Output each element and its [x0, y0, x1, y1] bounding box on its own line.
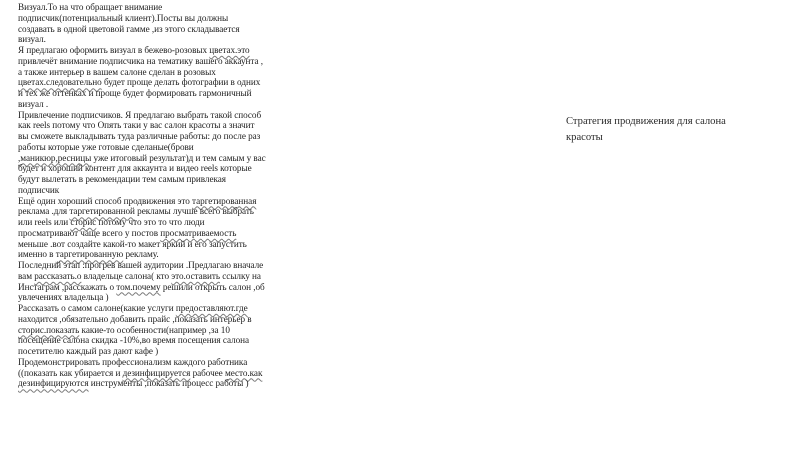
text-line [18, 56, 318, 67]
spellcheck-word: цветах.это [209, 45, 250, 55]
text-line [18, 77, 318, 88]
text-line [18, 368, 318, 379]
text-segment: визуал . [18, 98, 49, 109]
text-segment: Последний этап :прогрев вашей аудитории .Предлагаю вначале [18, 260, 264, 270]
text-segment: инструменты ,показать процесс работы ) [88, 378, 249, 389]
text-segment: Визуал.То на что обращает внимание [18, 2, 163, 12]
text-segment: будет и хороший контент для аккаунта и видео reels которые [18, 163, 252, 174]
spellcheck-word: том.почему [116, 281, 161, 292]
text-line [18, 357, 318, 368]
text-segment: вы сможете выкладывать туда различные работы: до после раз [18, 131, 261, 141]
text-line [18, 185, 318, 196]
text-segment: и тех же оттенках и проще будет формировать гармоничный [18, 88, 252, 98]
text-segment: меньше .вот создайте какой-то макет яркий и его запустить [18, 238, 247, 249]
text-segment: подписчик [18, 184, 60, 195]
text-line [18, 303, 318, 314]
text-line [18, 67, 318, 78]
text-line [18, 260, 318, 271]
text-line [18, 314, 318, 325]
text-line [18, 163, 318, 174]
spellcheck-word: это.оставить [171, 270, 220, 281]
text-segment: будет проще делать фотографии в одних [101, 77, 261, 88]
text-segment: именно в [18, 249, 56, 260]
text-line [18, 110, 318, 121]
side-title-line-2: красоты [566, 132, 603, 143]
text-segment: решили открыть салон ,об [160, 281, 265, 292]
text-line [18, 292, 318, 303]
text-segment: Рассказать о самом салоне(какие услуги [18, 303, 176, 313]
text-line [18, 378, 318, 389]
text-line [18, 249, 318, 260]
text-line [18, 99, 318, 110]
text-segment: визуал. [18, 34, 46, 45]
text-line [18, 196, 318, 207]
text-segment: ((показать как убирается и [18, 367, 123, 378]
text-segment: посещение салона скидка -10%,во время посещения салона [18, 335, 250, 346]
text-line [18, 346, 318, 357]
text-line [18, 174, 318, 185]
text-segment: работы которые уже готовые сделаные(брови [18, 141, 194, 152]
text-line [18, 206, 318, 217]
text-line [18, 131, 318, 142]
text-segment: потому что это то что люди [96, 217, 205, 227]
text-segment: подписчик(потенциальный клиент).Посты вы должны [18, 12, 229, 23]
text-segment: будут вылетать в рекомендации тем самым привлекая [18, 174, 226, 184]
text-line [18, 2, 318, 13]
text-line [18, 34, 318, 45]
text-segment: рекламы лучше всего выбрать [134, 206, 254, 217]
text-line [18, 228, 318, 239]
text-line [18, 335, 318, 346]
text-segment: создавать в одной цветовой гамме ,из этого складывается [18, 23, 240, 34]
text-line [18, 239, 318, 250]
text-segment: реклама .для [18, 206, 70, 217]
spellcheck-word: таргетированная [192, 195, 257, 206]
text-segment: ссылку на [219, 270, 261, 281]
text-line [18, 13, 318, 24]
text-segment: какие-то особенности(например ,за 10 [79, 324, 230, 335]
spellcheck-word: рассказать.о [34, 270, 82, 281]
text-line [18, 120, 318, 131]
text-segment: просматривают чаще всего у постов [18, 227, 161, 238]
text-line [18, 88, 318, 99]
spellcheck-word: ,маникюр,ресницы [18, 152, 92, 163]
spellcheck-word: место.как [224, 367, 263, 378]
text-segment: Я предлагаю оформить визуал в бежево-розовых [18, 45, 210, 55]
spellcheck-word: сторис [70, 217, 97, 227]
text-line [18, 24, 318, 35]
text-segment: Привлечение подписчиков. Я предлагаю выбрать такой способ [18, 109, 262, 120]
text-segment: Ещё один хороший способ продвижения это [18, 195, 193, 206]
text-segment: находится ,обязательно добавить прайс ,показать интерьер в [18, 313, 252, 324]
spellcheck-word: просматриваемость [160, 227, 237, 238]
text-line [18, 142, 318, 153]
spellcheck-word: таргетированной [69, 206, 135, 217]
text-segment: Инстаграм ,расскажать о [18, 281, 117, 292]
text-line [18, 271, 318, 282]
text-segment: рабочее [190, 367, 225, 378]
text-line [18, 45, 318, 56]
side-title-line-1: Стратегия продвижения для салона [566, 116, 726, 127]
spellcheck-word: дезинфицируются [18, 378, 89, 389]
text-segment: привлечёт внимание подписчика на тематику вашего аккаунта , [18, 55, 264, 66]
text-segment: как reels потому что Опять таки у вас салон красоты а значит [18, 120, 255, 131]
text-segment: вам [18, 270, 35, 281]
spellcheck-word: таргетированную [55, 249, 124, 260]
text-segment: Продемонстрировать профессионализм каждого работника [18, 356, 248, 367]
text-segment: владельце салона( кто [81, 270, 172, 281]
text-segment: уже итоговый результат)д и тем самым у вас [91, 152, 266, 163]
text-segment: рекламу. [123, 249, 159, 260]
text-line [18, 325, 318, 336]
text-segment: посетителю каждый раз дают кафе ) [18, 346, 159, 356]
text-segment: или reels или [18, 217, 71, 227]
text-line [18, 217, 318, 228]
spellcheck-word: цветах.следовательно [18, 77, 102, 88]
side-title [566, 114, 766, 146]
spellcheck-word: дезинфицируется [122, 367, 191, 378]
text-segment: а также интерьер в вашем салоне сделан в розовых [18, 66, 216, 77]
spellcheck-word: сторис.показать [18, 324, 80, 335]
spellcheck-word: предоставляют.где [175, 303, 248, 313]
text-line [18, 282, 318, 293]
body-text [18, 2, 318, 389]
text-line [18, 153, 318, 164]
text-segment: увлечениях владельца ) [18, 292, 109, 303]
